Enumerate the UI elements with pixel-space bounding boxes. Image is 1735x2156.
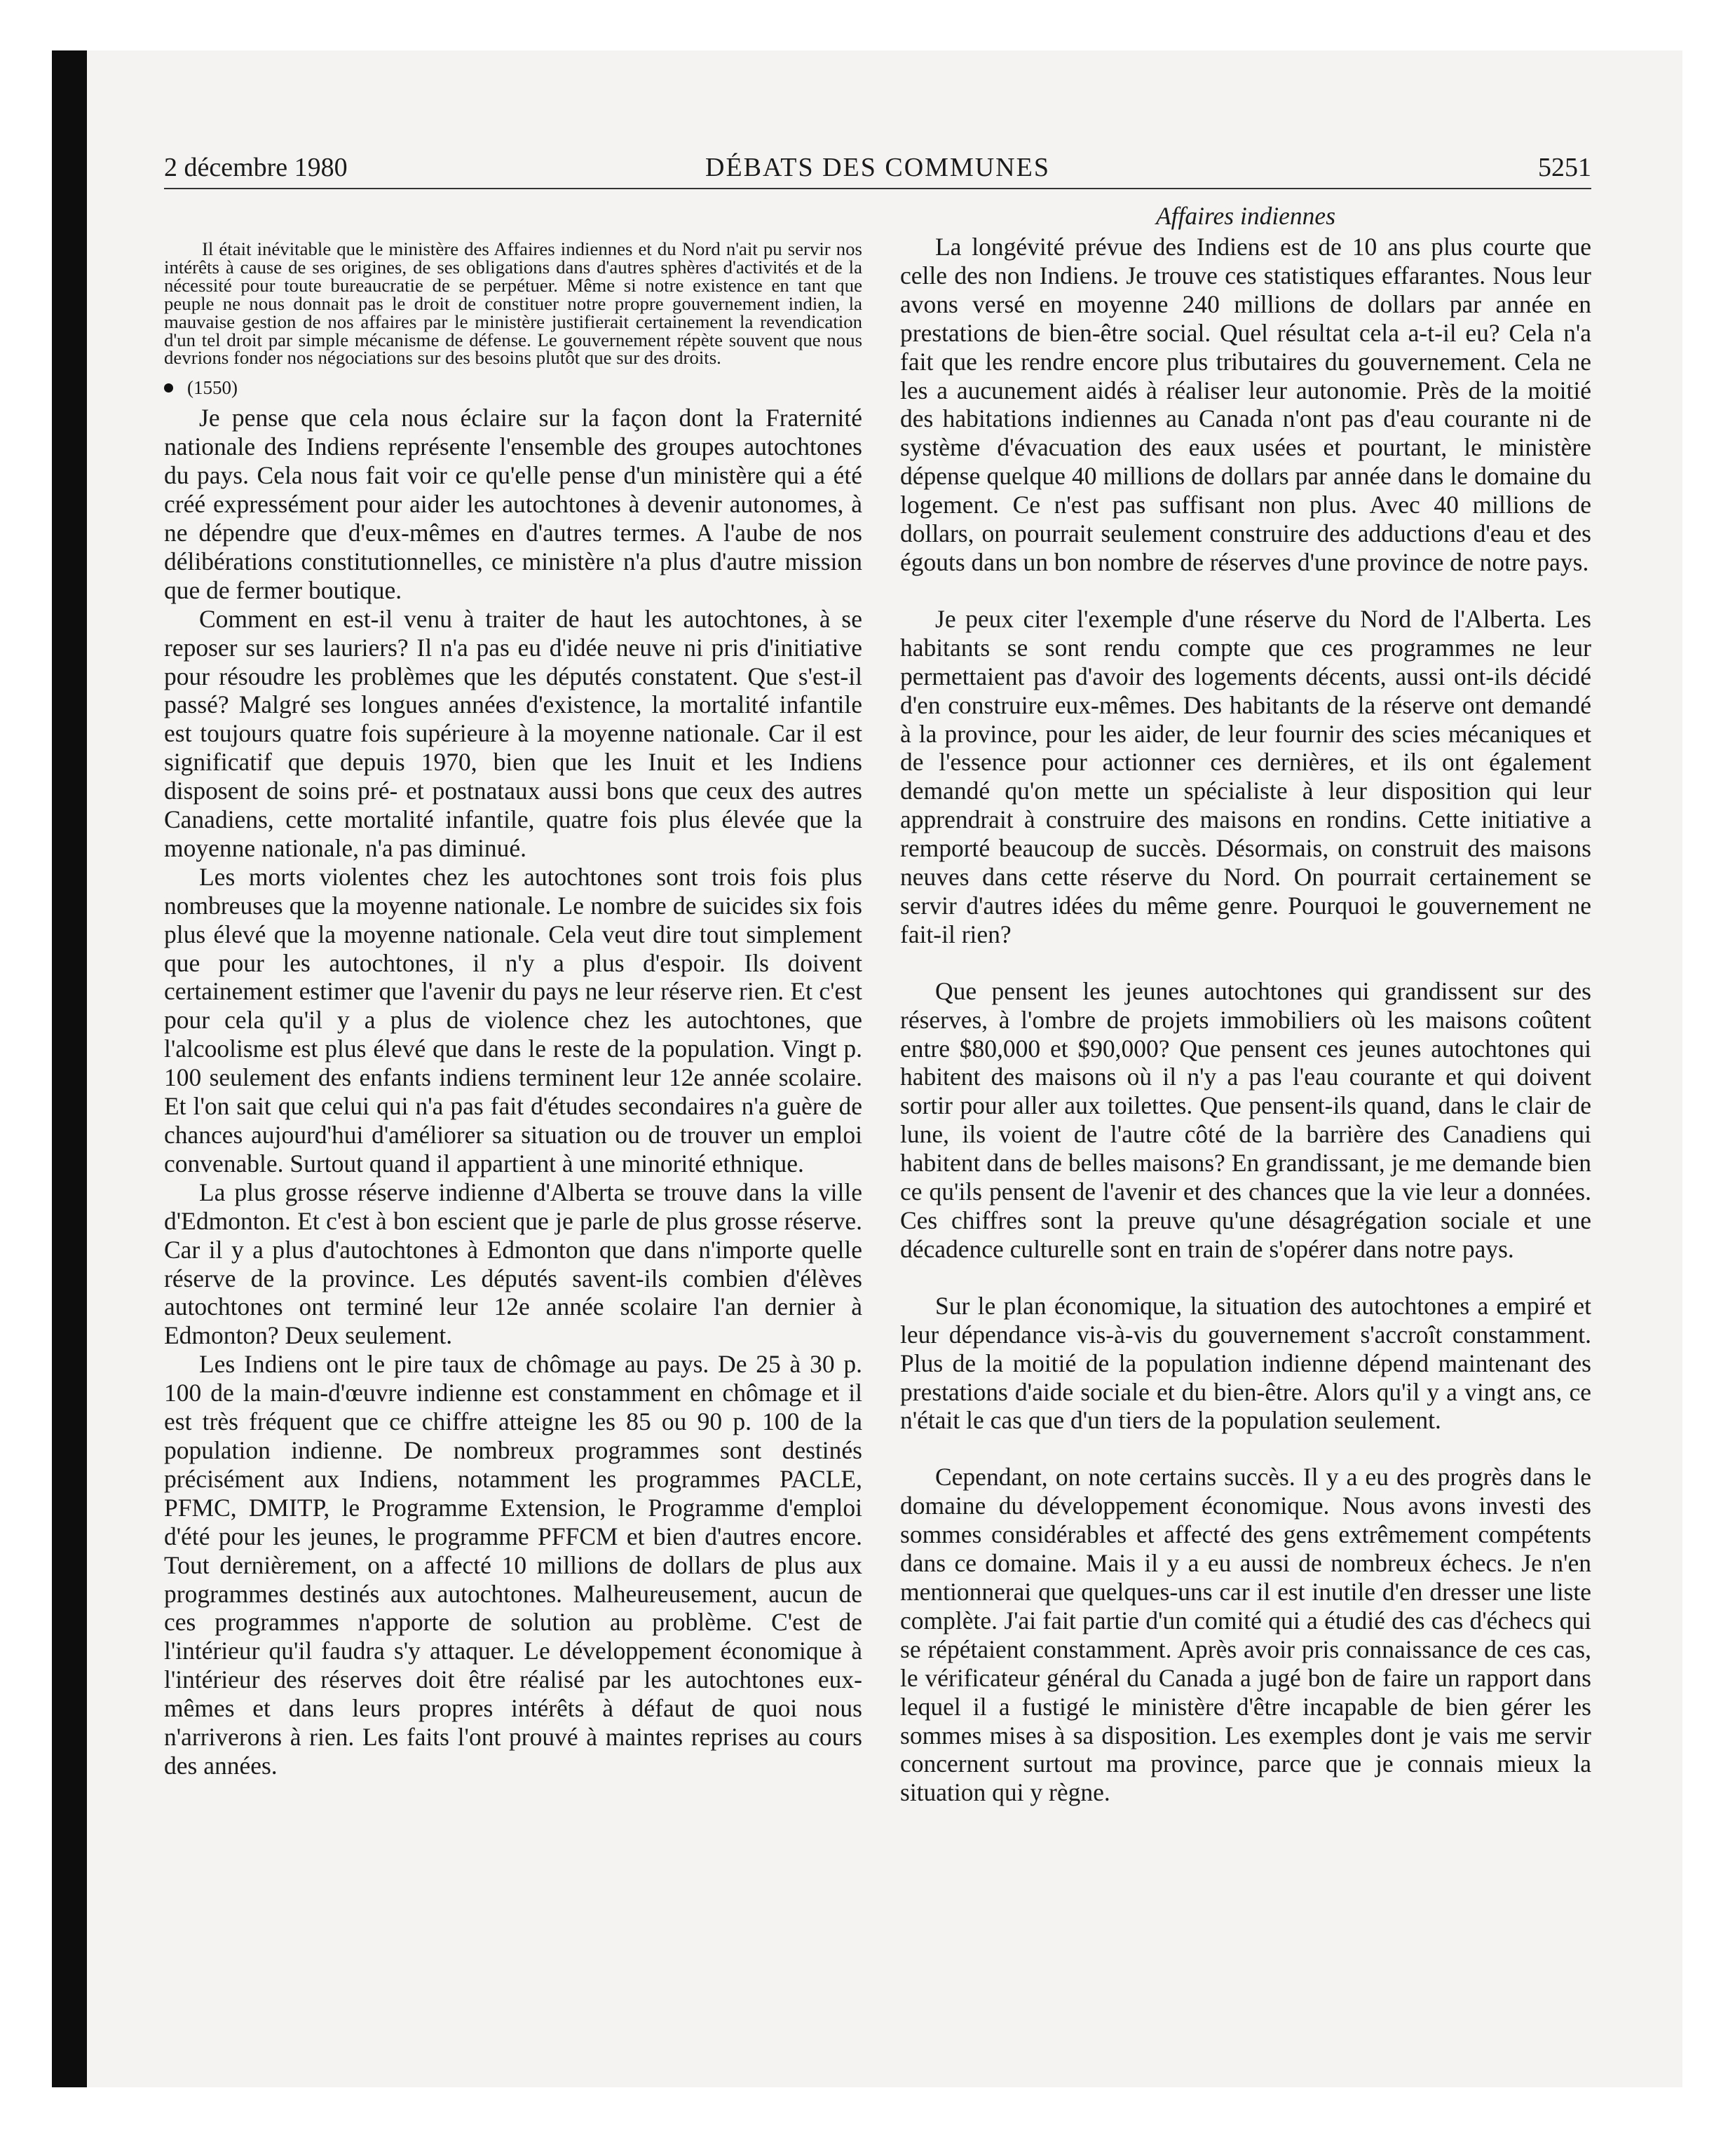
header-title: DÉBATS DES COMMUNES: [705, 153, 1050, 182]
paragraph: Comment en est-il venu à traiter de haut les autochtones, à se reposer sur ses lauriers? Il n'a pas eu d'idée neuve ni pris d'initiative pour résoudre les problèmes que les députés constatent. Que s'est-il passé? Malgré ses longues années d'existence, la mortalité infantile est toujours quatre fois supérieure à la moyenne nationale. Car il est significatif que depuis 1970, bien que les Inuit et les Indiens disposent de soins pré- et postnataux aussi bons que ceux des autres Canadiens, cette mortalité infantile, quatre fois plus élevée que la moyenne nationale, n'a pas diminué.: [164, 604, 862, 862]
header-date: 2 décembre 1980: [164, 153, 348, 182]
paragraph: La longévité prévue des Indiens est de 10 ans plus courte que celle des non Indiens. Je trouve ces statistiques effarantes. Nous leur avons versé en moyenne 240 millions de dollars par année en prestations de bien-être social. Quel résultat cela a-t-il eu? Cela n'a fait que les rendre encore plus tributaires du gouvernement. Cela ne les a aucunement aidés à réaliser leur autonomie. Près de la moitié des habitations indiennes au Canada n'ont pas d'eau courante ni de système d'évacuation des eaux usées et pourtant, le ministère dépense quelque 40 millions de dollars par année dans le domaine du logement. Ce n'est pas suffisant non plus. Avec 40 millions de dollars, on pourrait seulement construire des adductions d'eau et des égouts dans un bon nombre de réserves d'une province de notre pays.: [900, 233, 1591, 576]
header-rule: [164, 188, 1591, 189]
section-title: Affaires indiennes: [1155, 202, 1336, 230]
paragraph: Je pense que cela nous éclaire sur la façon dont la Fraternité nationale des Indiens représente l'ensemble des groupes autochtones du pays. Cela nous fait voir ce qu'elle pense d'un ministère qui a été créé expressément pour aider les autochtones à devenir autonomes, à ne dépendre que d'eux-mêmes en d'autres termes. A l'aube de nos délibérations constitutionnelles, ce ministère n'a plus d'autre mission que de fermer boutique.: [164, 404, 862, 604]
bullet-icon: [164, 383, 173, 393]
right-column: [900, 202, 1591, 1807]
paragraph: Sur le plan économique, la situation des autochtones a empiré et leur dépendance vis-à-vis du gouvernement s'accroît constamment. Plus de la moitié de la population indienne dépend maintenant des prestations d'aide sociale et du bien-être. Alors qu'il y a vingt ans, ce n'était le cas que d'un tiers de la population seulement.: [900, 1291, 1591, 1435]
paragraph: Que pensent les jeunes autochtones qui grandissent sur des réserves, à l'ombre de projets immobiliers où les maisons coûtent entre $80,000 et $90,000? Que pensent ces jeunes autochtones qui habitent des maisons où il n'y a pas l'eau courante et qui doivent sortir pour aller aux toilettes. Que pensent-ils quand, dans le clair de lune, ils voient de l'autre côté de la barrière des Canadiens qui habitent dans de belles maisons? En grandissant, je me demande bien ce qu'ils pensent de l'avenir et des chances que la vie leur a données. Ces chiffres sont la preuve qu'une désagrégation sociale et une décadence culturelle sont en train de s'opérer dans notre pays.: [900, 976, 1591, 1263]
paragraph: Les morts violentes chez les autochtones sont trois fois plus nombreuses que la moyenne nationale. Le nombre de suicides six fois plus élevé que la moyenne nationale. Cela veut dire tout simplement que pour les autochtones, il n'y a plus d'espoir. Ils doivent certainement estimer que l'avenir du pays ne leur réserve rien. Et c'est pour cela qu'il y a plus de violence chez les autochtones, que l'alcoolisme est plus élevé que dans le reste de la population. Vingt p. 100 seulement des enfants indiens terminent leur 12e année scolaire. Et l'on sait que celui qui n'a pas fait d'études secondaires n'a guère de chances aujourd'hui d'améliorer sa situation ou de trouver un emploi convenable. Surtout quand il appartient à une minorité ethnique.: [164, 862, 862, 1178]
header-page-number: 5251: [1538, 153, 1591, 182]
time-marker: [164, 376, 862, 400]
time-marker-label: (1550): [187, 377, 238, 399]
block-quote: Il était inévitable que le ministère des Affaires indiennes et du Nord n'ait pu servir nos intérêts à cause de ses origines, de ses obligations dans d'autres sphères d'activités et de la nécessité pour toute bureaucratie de se perpétuer. Même si notre existence en tant que peuple ne nous donnait pas le droit de constituer notre propre gouvernement indien, la mauvaise gestion de nos affaires par le ministère justifierait certainement la revendication d'un tel droit par simple mécanisme de défense. Le gouvernement répète souvent que nous devrions fonder nos négociations sur des besoins plutôt que sur des droits.: [164, 238, 862, 369]
paragraph: Je peux citer l'exemple d'une réserve du Nord de l'Alberta. Les habitants se sont rendu compte que ces programmes ne leur permettaient pas d'avoir des logements décents, aussi ont-ils décidé d'en construire eux-mêmes. Des habitants de la réserve ont demandé à la province, pour les aider, de leur fournir des scies mécaniques et de l'essence pour actionner ces dernières, et ils ont également demandé qu'on mette un spécialiste à leur disposition qui leur apprendrait à construire des maisons en rondins. Cette initiative a remporté beaucoup de succès. Désormais, on construit des maisons neuves dans cette réserve du Nord. On pourrait certainement se servir d'autres idées du même genre. Pourquoi le gouvernement ne fait-il rien?: [900, 604, 1591, 948]
scan-edge-bar: [52, 50, 87, 2087]
paragraph: La plus grosse réserve indienne d'Alberta se trouve dans la ville d'Edmonton. Et c'est à bon escient que je parle de plus grosse réserve. Car il y a plus d'autochtones à Edmonton que dans n'importe quelle réserve de la province. Les députés savent-ils combien d'élèves autochtones ont terminé leur 12e année scolaire l'an dernier à Edmonton? Deux seulement.: [164, 1178, 862, 1350]
paragraph: Cependant, on note certains succès. Il y a eu des progrès dans le domaine du développement économique. Nous avons investi des sommes considérables et affecté des gens extrêmement compétents dans ce domaine. Mais il y a eu aussi de nombreux échecs. Je n'en mentionnerai que quelques-uns car il est inutile d'en dresser une liste complète. J'ai fait partie d'un comité qui a étudié des cas d'échecs qui se répétaient constamment. Après avoir pris connaissance de ces cas, le vérificateur général du Canada a jugé bon de faire un rapport dans lequel il a fustigé le ministère d'être incapable de bien gérer les sommes mises à sa disposition. Les exemples dont je vais me servir concernent surtout ma province, parce que je connais mieux la situation qui y règne.: [900, 1463, 1591, 1807]
page-header: [164, 149, 1591, 186]
left-column: [164, 240, 862, 1780]
paragraph: Les Indiens ont le pire taux de chômage au pays. De 25 à 30 p. 100 de la main-d'œuvre indienne est constamment en chômage et il est très fréquent que ce chiffre atteigne les 85 ou 90 p. 100 de la population indienne. De nombreux programmes sont destinés précisément aux Indiens, notamment les programmes PACLE, PFMC, DMITP, le Programme Extension, le Programme d'emploi d'été pour les jeunes, le programme PFFCM et bien d'autres encore. Tout dernièrement, on a affecté 10 millions de dollars de plus aux programmes destinés aux autochtones. Malheureusement, aucun de ces programmes n'apporte de solution au problème. C'est de l'intérieur qu'il faudra s'y attaquer. Le développement économique à l'intérieur des réserves doit être réalisé par les autochtones eux-mêmes et dans leurs propres intérêts à défaut de quoi nous n'arriverons à rien. Les faits l'ont prouvé à maintes reprises au cours des années.: [164, 1350, 862, 1780]
